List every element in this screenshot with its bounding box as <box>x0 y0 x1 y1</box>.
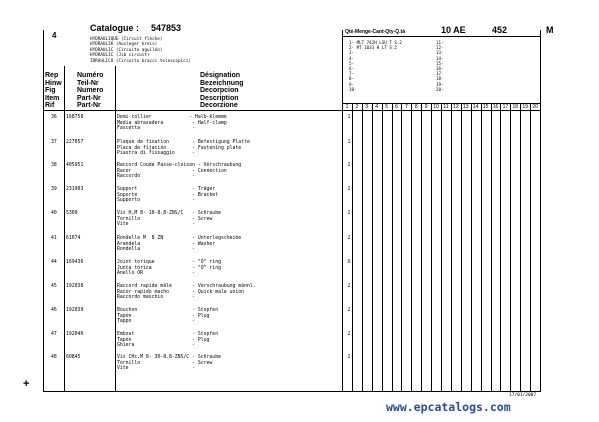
variant-1: 1- MLT 742H LSU T S.2 <box>349 40 402 45</box>
row-desc-line: Piastra di fissaggio - <box>117 151 195 157</box>
variant-11: 11- <box>436 40 444 45</box>
qty-grid-line <box>401 103 402 392</box>
header-rep <box>45 72 62 110</box>
page-code: 452 <box>492 25 508 35</box>
row-desc-line: Supporto - <box>117 198 195 204</box>
row-desc-line: Media abrazadera - Half-clamp <box>117 120 227 126</box>
row-rep: 41 <box>51 236 57 241</box>
variant-17: 17- <box>436 71 444 77</box>
header-number-en: Part-Nr <box>77 94 101 102</box>
table-row <box>43 208 353 232</box>
print-date: 17/01/2007 <box>509 393 537 398</box>
row-designation <box>117 236 317 253</box>
row-desc-line: Support - Träger <box>117 187 216 192</box>
row-desc-line: Joint torique - "O" ring <box>117 260 221 265</box>
row-desc-line: Fascetta - <box>117 126 195 132</box>
header-number <box>77 72 103 110</box>
header-designation-es: Decorpcion <box>200 87 239 94</box>
column-number: 17 <box>502 104 509 110</box>
variant-7: 7- <box>349 71 355 77</box>
column-number: 5 <box>385 104 388 110</box>
column-number: 13 <box>463 104 469 110</box>
table-row <box>43 352 353 376</box>
variant-16: 16- <box>436 65 444 71</box>
variants-left <box>349 40 444 92</box>
row-desc-line: Placa de fijación - Fastening plate <box>117 145 242 151</box>
column-number: 4 <box>375 104 379 110</box>
qty-grid-line <box>411 103 412 392</box>
row-desc-line: Vis H,M 8- 10-8.8-ZNS/C - Schraube <box>117 211 221 216</box>
row-designation <box>117 115 317 132</box>
column-number: 3 <box>365 104 369 110</box>
header-designation-it: Decorzione <box>200 102 238 109</box>
row-part-number: 405951 <box>66 163 84 168</box>
table-row <box>43 257 353 281</box>
row-part-number: 61674 <box>66 236 81 241</box>
table-row <box>43 112 353 136</box>
section-number: 4 <box>52 31 57 40</box>
header-number-fr: Numéro <box>77 72 104 79</box>
subtitle-it: IDRAULICO (Circuito bracci telescopici) <box>90 58 191 64</box>
row-part-number: 227057 <box>66 140 84 145</box>
column-number: 16 <box>492 104 499 110</box>
column-number: 6 <box>395 104 398 110</box>
qty-grid-line <box>421 103 422 392</box>
column-number: 15 <box>482 104 489 110</box>
column-number: 12 <box>453 104 459 110</box>
row-designation <box>117 332 317 349</box>
qty-grid-line <box>451 103 452 392</box>
row-desc-line: Racor - Connection <box>117 168 227 174</box>
header-rep-fr: Rep <box>45 72 59 79</box>
row-desc-line: Raccordo maschio - <box>117 295 195 301</box>
table-row <box>43 160 353 184</box>
qty-header: Qté-Menge-Cant-Qty-Q.tà <box>345 29 405 35</box>
row-desc-line: Vite - <box>117 366 195 372</box>
row-part-number: 192040 <box>66 332 84 337</box>
row-designation <box>117 308 317 325</box>
header-number-es: Numero <box>77 87 104 94</box>
row-desc-line: Demi-collier - Halb-klemme <box>117 115 227 120</box>
row-desc-line: Rondella - <box>117 247 195 253</box>
row-desc-line: Racor rapido macho - Quick male union <box>117 289 245 295</box>
variant-2: 2- MT 1033 H LT S.2 <box>349 45 397 51</box>
variant-10: 10- <box>349 86 357 92</box>
catalogue-number: 547853 <box>151 23 182 33</box>
table-row <box>43 233 353 257</box>
subtitle-fr: HYDRAULIQUE (Circuit flèche) <box>90 37 163 42</box>
header-rep-it: Rif <box>45 102 55 109</box>
header-rep-en: Item <box>45 94 60 102</box>
header-rep-de: Hinw <box>45 79 62 87</box>
row-desc-line: Embout - Stopfen <box>117 332 219 337</box>
variant-14: 14- <box>436 55 444 61</box>
qty-grid-line <box>481 103 482 392</box>
model-code: 10 AE <box>441 25 466 35</box>
row-rep: 46 <box>51 308 57 313</box>
qty-grid-line <box>362 103 363 392</box>
row-qty: 2 <box>347 332 351 337</box>
row-desc-line: Plaque de fixation - Befestigung Platte <box>117 140 250 145</box>
header-designation-fr: Désignation <box>200 72 241 79</box>
row-desc-line: Arandela - Washer <box>117 241 216 247</box>
row-part-number: 192039 <box>66 308 84 313</box>
row-rep: 38 <box>51 163 57 168</box>
row-desc-line: Ghiera - <box>117 343 195 349</box>
variant-12: 12- <box>436 45 444 51</box>
header-number-it: Part-Nr <box>77 102 101 109</box>
row-qty: 2 <box>347 163 351 168</box>
plus-mark: + <box>23 378 30 390</box>
variant-13: 13- <box>436 50 444 56</box>
row-desc-line: Tornillo - Screw <box>117 216 213 222</box>
row-part-number: 168758 <box>66 115 84 120</box>
row-desc-line: Soporte - Bracket <box>117 192 219 198</box>
row-qty: 1 <box>347 140 351 145</box>
row-desc-line: Tapón - Plug <box>117 313 210 319</box>
row-designation <box>117 211 317 228</box>
row-designation <box>117 284 317 301</box>
row-rep: 47 <box>51 332 57 337</box>
row-part-number: 60845 <box>66 355 81 360</box>
variants-right <box>436 40 476 92</box>
top-rule-right <box>342 36 541 37</box>
row-desc-line: Anello OR - <box>117 271 195 277</box>
row-desc-line: Raccordo - <box>117 174 195 180</box>
catalogue-label: Catalogue : <box>90 23 140 33</box>
row-designation <box>117 140 317 157</box>
variant-8: 8- <box>349 76 355 82</box>
variant-9: 9- <box>349 81 355 87</box>
variant-15: 15- <box>436 60 444 66</box>
subtitle-de: HYDRAULIK (Ausleger kreis) <box>90 42 158 48</box>
qty-grid-line <box>510 103 511 392</box>
row-desc-line: Rondelle M 8 ZN - Unterlegscheibe <box>117 236 242 241</box>
variant-4: 4- <box>349 55 355 61</box>
column-number: 7 <box>405 104 408 110</box>
qty-grid-line <box>392 103 393 392</box>
row-desc-line: Raccord Coudé Passe-cloison - Verschraubung <box>117 163 242 168</box>
row-qty: 2 <box>347 236 351 241</box>
header-designation-en: Description <box>200 94 239 102</box>
row-desc-line: Bouchon - Stopfen <box>117 308 219 313</box>
header-rep-es: Fig <box>45 87 56 94</box>
variant-20: 20- <box>436 86 444 92</box>
row-part-number: 231903 <box>66 187 84 192</box>
qty-grid-line <box>520 103 521 392</box>
row-desc-line: Raccord rapide mâle - Verschraubung männl. <box>117 284 256 289</box>
qty-grid-line <box>372 103 373 392</box>
row-part-number: 192038 <box>66 284 84 289</box>
column-number: 2 <box>355 104 359 110</box>
qty-grid-line <box>471 103 472 392</box>
frame-right-line <box>540 30 541 392</box>
qty-grid-line <box>431 103 432 392</box>
row-qty: 2 <box>347 211 351 216</box>
variant-19: 19- <box>436 81 444 87</box>
watermark-url[interactable]: www.epcatalogs.com <box>386 400 511 414</box>
row-desc-line: Vite - <box>117 222 195 228</box>
row-part-number: 5309 <box>66 211 78 216</box>
column-number: 8 <box>414 104 418 110</box>
qty-grid-line <box>530 103 531 392</box>
column-numbers <box>342 104 541 110</box>
section-subtitles <box>90 37 330 64</box>
variant-6: 6- <box>349 65 355 71</box>
row-part-number: 169436 <box>66 260 84 265</box>
column-number: 10 <box>433 104 439 110</box>
variant-5: 5- <box>349 60 355 66</box>
subtitle-es: HYDRAULIC (Circuito aguilón) <box>90 47 163 53</box>
row-desc-line: Junta tórica - "O" ring <box>117 265 221 271</box>
table-row <box>43 305 353 329</box>
variant-3: 3- <box>349 50 355 56</box>
row-rep: 39 <box>51 187 57 192</box>
row-desc-line: Vis CHc,M 8- 30-8.8-ZNS/C - Schraube <box>117 355 221 360</box>
row-rep: 40 <box>51 211 57 216</box>
row-desc-line: Tapón - Plug <box>117 337 210 343</box>
subtitle-en: HYDRAULIC (Jib circuit) <box>90 53 150 59</box>
row-rep: 48 <box>51 355 57 360</box>
row-rep: 45 <box>51 284 57 289</box>
row-qty: X <box>347 260 351 265</box>
row-designation <box>117 355 317 372</box>
row-designation <box>117 187 317 204</box>
qty-grid-line <box>382 103 383 392</box>
table-row <box>43 137 353 161</box>
column-number: 19 <box>522 104 528 110</box>
row-rep: 37 <box>51 140 57 145</box>
column-number: 14 <box>472 104 479 110</box>
table-row <box>43 281 353 305</box>
qty-grid-line <box>461 103 462 392</box>
variant-18: 18- <box>436 76 444 82</box>
qty-grid-line <box>500 103 501 392</box>
column-number: 18 <box>512 104 519 110</box>
header-designation <box>200 72 244 110</box>
row-qty: 2 <box>347 308 351 313</box>
column-number: 11 <box>443 104 449 110</box>
row-designation <box>117 163 317 180</box>
row-rep: 44 <box>51 260 57 265</box>
row-desc-line: Tornillo - Screw <box>117 360 213 366</box>
column-number: 9 <box>424 104 428 110</box>
table-row <box>43 184 353 208</box>
row-rep: 36 <box>51 115 57 120</box>
header-designation-de: Bezeichnung <box>200 79 244 87</box>
column-number: 1 <box>345 104 349 110</box>
row-qty: 2 <box>347 284 351 289</box>
bottom-rule <box>43 391 541 392</box>
qty-grid-line <box>441 103 442 392</box>
header-number-de: Teil-Nr <box>77 79 99 87</box>
header-rule <box>43 110 541 111</box>
corner-letter: M <box>546 25 554 35</box>
row-qty: 2 <box>347 187 351 192</box>
qty-grid-line <box>491 103 492 392</box>
column-number: 20 <box>532 104 538 110</box>
row-qty: 2 <box>347 355 351 360</box>
table-row <box>43 329 353 353</box>
row-desc-line: Tappo - <box>117 319 195 325</box>
row-qty: 1 <box>347 115 351 120</box>
row-designation <box>117 260 317 277</box>
